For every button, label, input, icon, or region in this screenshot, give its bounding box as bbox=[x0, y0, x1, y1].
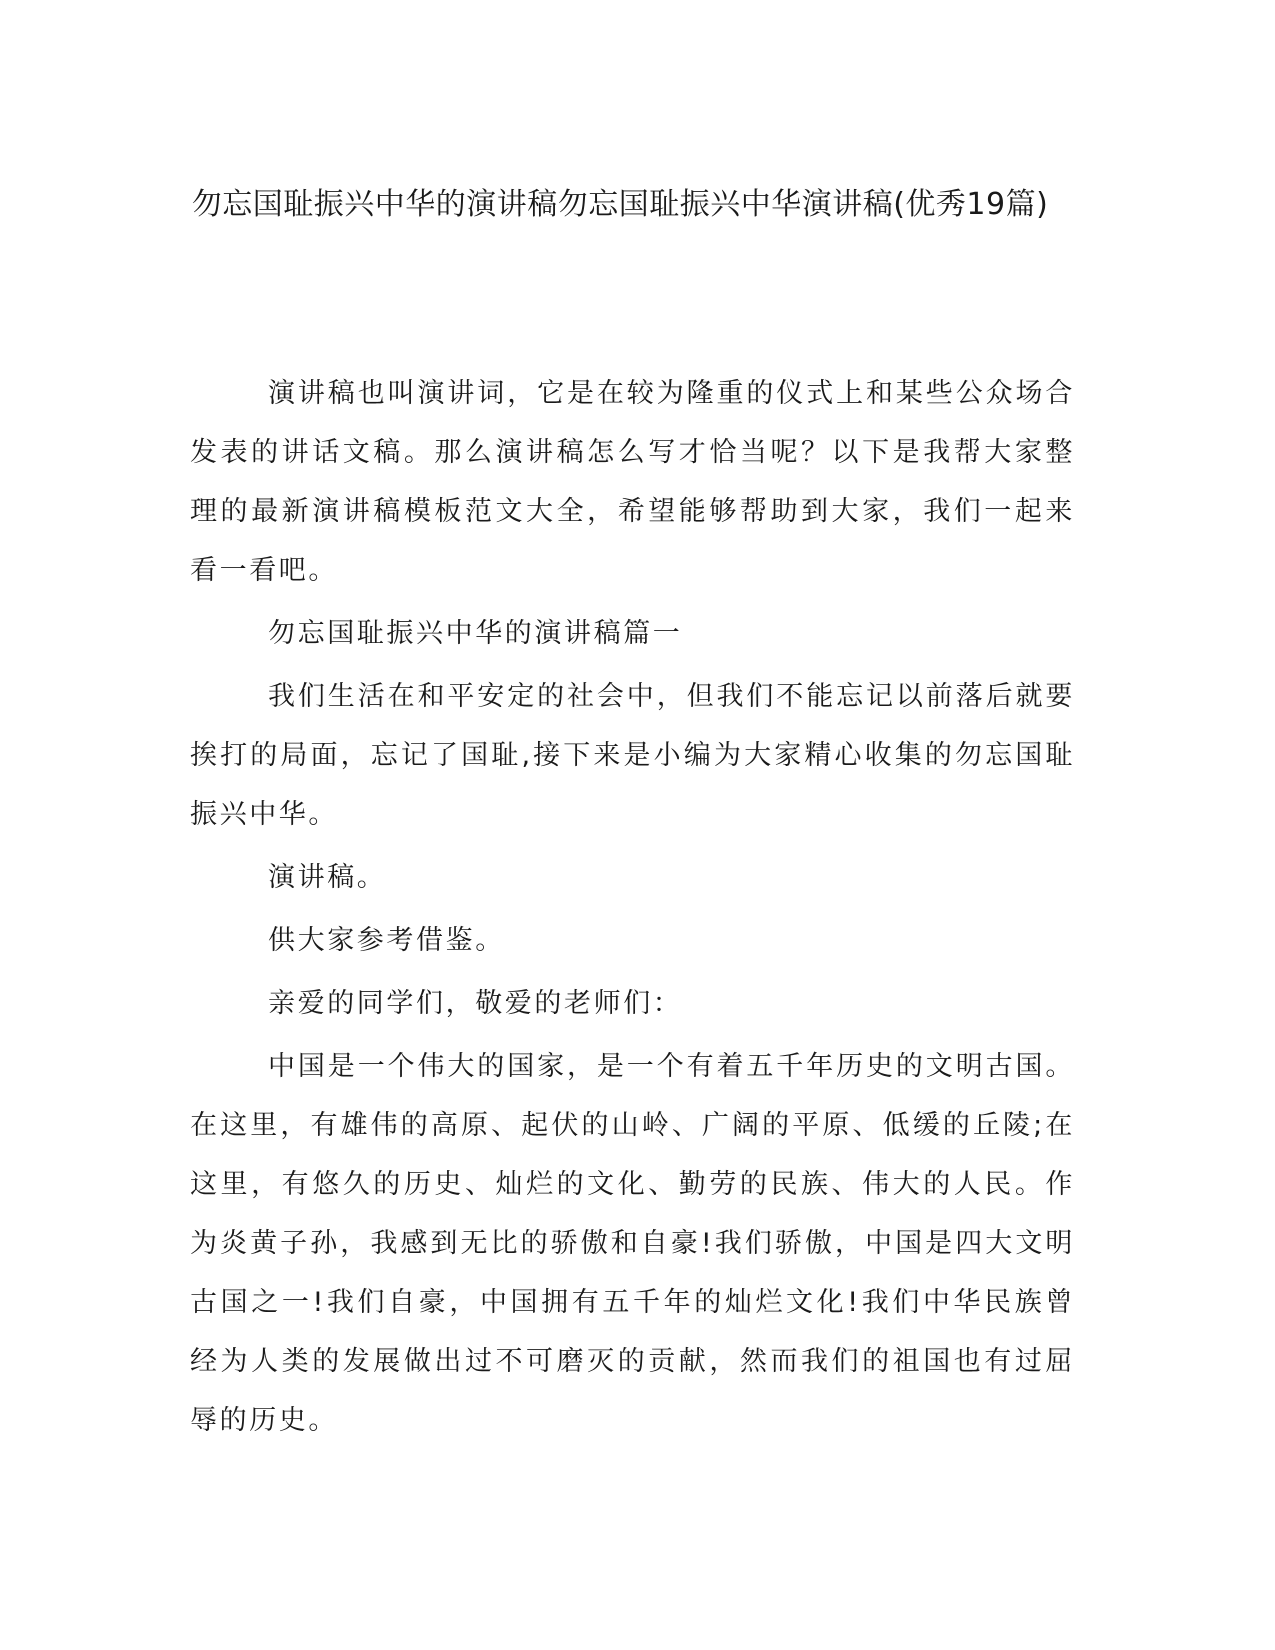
section-heading: 勿忘国耻振兴中华的演讲稿篇一 bbox=[268, 618, 683, 649]
body-paragraph: 中国是一个伟大的国家，是一个有着五千年历史的文明古国。在这里，有雄伟的高原、起伏的山岭、广阔的平原、低缓的丘陵;在这里，有悠久的历史、灿烂的文化、勤劳的民族、伟大的人民。作为炎黄子孙，我感到无比的骄傲和自豪!我们骄傲，中国是四大文明古国之一!我们自豪，中国拥有五千年的灿烂文化!我们中华民族曾经为人类的发展做出过不可磨灭的贡献，然而我们的祖国也有过屈辱的历史。 bbox=[190, 1051, 1075, 1436]
intro-paragraph: 演讲稿也叫演讲词，它是在较为隆重的仪式上和某些公众场合发表的讲话文稿。那么演讲稿怎么写才恰当呢？以下是我帮大家整理的最新演讲稿模板范文大全，希望能够帮助到大家，我们一起来看一看吧。 bbox=[190, 378, 1075, 586]
document-title: 勿忘国耻振兴中华的演讲稿勿忘国耻振兴中华演讲稿(优秀19篇) bbox=[191, 187, 1049, 222]
body-paragraph: 我们生活在和平安定的社会中，但我们不能忘记以前落后就要挨打的局面，忘记了国耻,接下来是小编为大家精心收集的勿忘国耻振兴中华。 bbox=[190, 681, 1075, 830]
body-paragraph: 供大家参考借鉴。 bbox=[268, 925, 505, 956]
salutation: 亲爱的同学们，敬爱的老师们： bbox=[268, 988, 683, 1019]
document-body bbox=[190, 364, 1075, 1454]
body-paragraph: 演讲稿。 bbox=[268, 862, 387, 893]
